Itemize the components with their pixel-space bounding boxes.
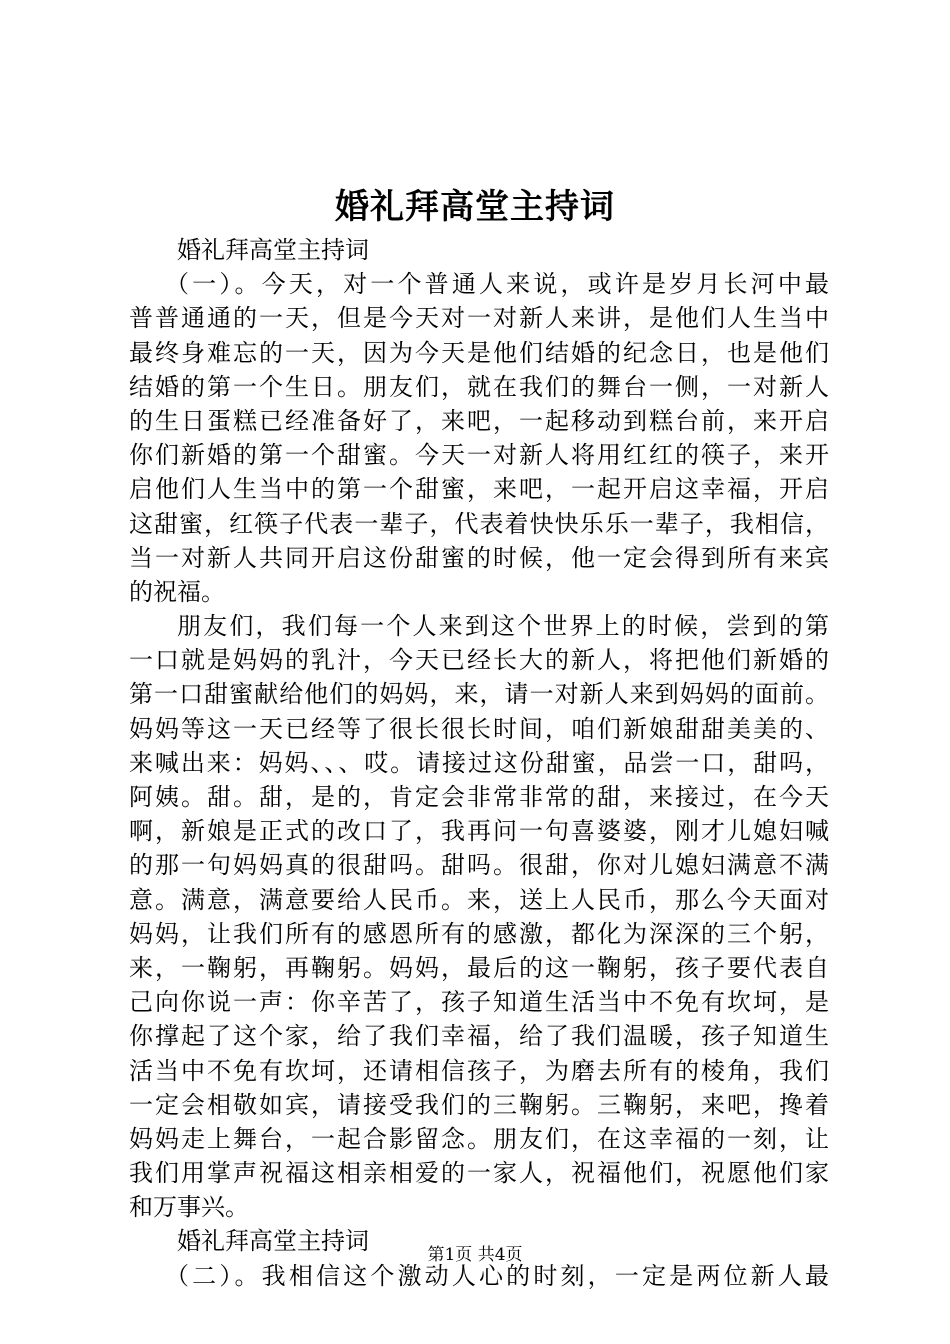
text-line: 妈妈走上舞台，一起合影留念。朋友们，在这幸福的一刻，让 (129, 1124, 829, 1153)
text-line: 结婚的第一个生日。朋友们，就在我们的舞台一侧，一对新人 (129, 372, 829, 401)
text-line: 一口就是妈妈的乳汁，今天已经长大的新人，将把他们新婚的 (129, 646, 829, 675)
text-line: 意。满意，满意要给人民币。来，送上人民币，那么今天面对 (129, 885, 829, 914)
document-body (129, 233, 829, 1293)
text-line: 启他们人生当中的第一个甜蜜，来吧，一起开启这幸福，开启 (129, 475, 829, 504)
text-line: 的那一句妈妈真的很甜吗。甜吗。很甜，你对儿媳妇满意不满 (129, 851, 829, 880)
text-line: 普普通通的一天，但是今天对一对新人来讲，是他们人生当中 (129, 304, 829, 333)
text-line: 当一对新人共同开启这份甜蜜的时候，他一定会得到所有来宾 (129, 543, 829, 572)
text-line: 最终身难忘的一天，因为今天是他们结婚的纪念日，也是他们 (129, 338, 829, 367)
text-line: 的祝福。 (129, 577, 225, 606)
page-number-footer: 第1页 共4页 (427, 1245, 523, 1265)
text-line: 己向你说一声：你辛苦了，孩子知道生活当中不免有坎坷，是 (129, 988, 829, 1017)
text-line: （一）。今天，对一个普通人来说，或许是岁月长河中最 (165, 270, 829, 299)
text-line: 这甜蜜，红筷子代表一辈子，代表着快快乐乐一辈子，我相信， (129, 509, 829, 538)
text-line: 我们用掌声祝福这相亲相爱的一家人，祝福他们，祝愿他们家 (129, 1159, 829, 1188)
text-line: 啊，新娘是正式的改口了，我再问一句喜婆婆，刚才儿媳妇喊 (129, 817, 829, 846)
text-line: 第一口甜蜜献给他们的妈妈，来，请一对新人来到妈妈的面前。 (129, 680, 829, 709)
text-line: 活当中不免有坎坷，还请相信孩子，为磨去所有的棱角，我们 (129, 1056, 829, 1085)
text-line: 阿姨。甜。甜，是的，肯定会非常非常的甜，来接过，在今天 (129, 783, 829, 811)
text-line: 妈妈，让我们所有的感恩所有的感激，都化为深深的三个躬， (129, 919, 829, 948)
text-line: 你们新婚的第一个甜蜜。今天一对新人将用红红的筷子，来开 (129, 441, 829, 470)
document-title: 婚礼拜高堂主持词 (335, 187, 615, 227)
text-line: 和万事兴。 (129, 1193, 249, 1222)
text-line: 的生日蛋糕已经准备好了，来吧，一起移动到糕台前，来开启 (129, 406, 829, 435)
text-line: 来，一鞠躬，再鞠躬。妈妈，最后的这一鞠躬，孩子要代表自 (129, 953, 829, 982)
text-line: 来喊出来：妈妈、、、哎。请接过这份甜蜜，品尝一口，甜吗， (129, 748, 829, 777)
text-line: 妈妈等这一天已经等了很长很长时间，咱们新娘甜甜美美的、 (129, 714, 829, 743)
text-line: 婚礼拜高堂主持词 (177, 236, 369, 264)
text-line: 一定会相敬如宾，请接受我们的三鞠躬。三鞠躬，来吧，搀着 (129, 1090, 829, 1119)
text-line: （二）。我相信这个激动人心的时刻，一定是两位新人最 (165, 1261, 829, 1290)
text-line: 你撑起了这个家，给了我们幸福，给了我们温暖，孩子知道生 (129, 1022, 829, 1051)
text-line: 婚礼拜高堂主持词 (177, 1227, 369, 1256)
text-line: 朋友们，我们每一个人来到这个世界上的时候，尝到的第 (177, 612, 829, 641)
